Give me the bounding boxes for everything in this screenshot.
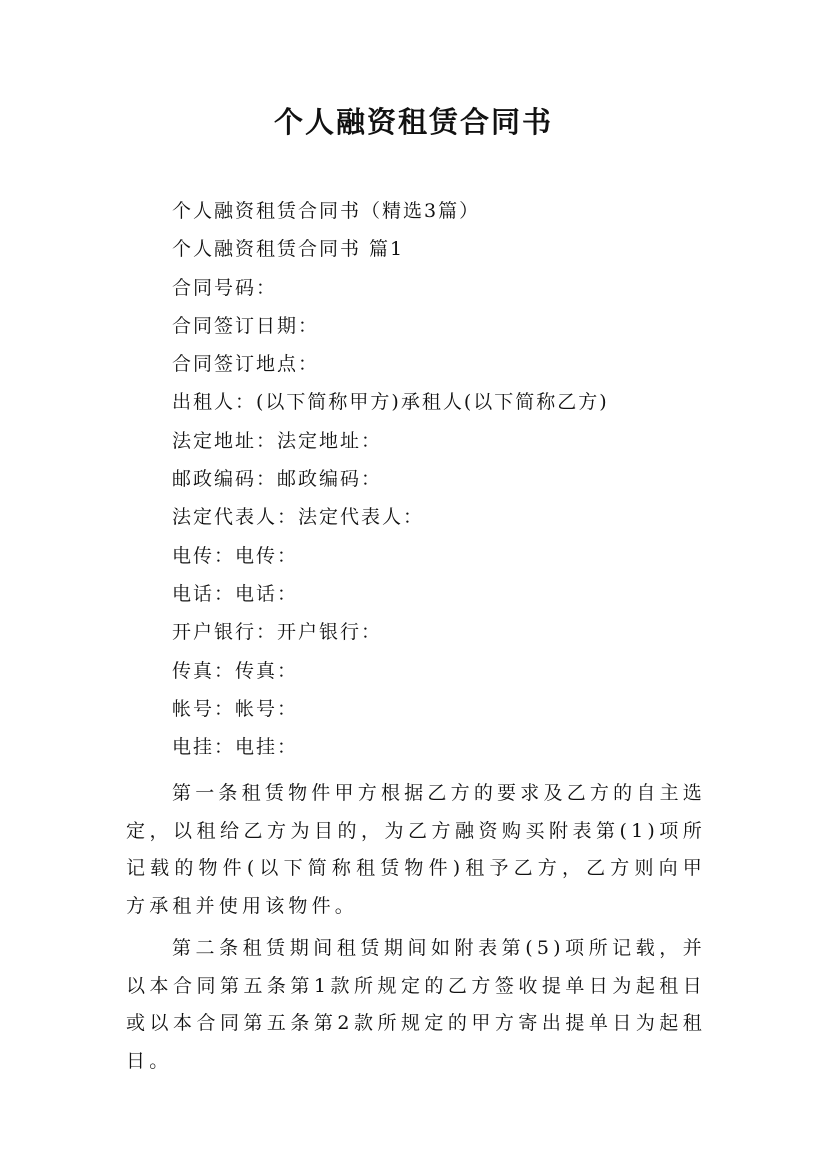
contract-number-line: 合同号码： [172, 276, 278, 299]
header-lines [172, 192, 712, 766]
sign-date-line: 合同签订日期： [172, 314, 320, 337]
fax-line: 传真：传真： [172, 659, 299, 682]
telephone-line: 电话：电话： [172, 582, 299, 605]
cable-line: 电挂：电挂： [172, 736, 299, 759]
subtitle-line: 个人融资租赁合同书（精选3篇） [172, 200, 481, 222]
legal-representative-line: 法定代表人：法定代表人： [172, 506, 425, 529]
article-two-paragraph: 第二条租赁期间租赁期间如附表第(5)项所记载，并以本合同第五条第1款所规定的乙方签收提单日为起租日或以本合同第五条第2款所规定的甲方寄出提单日为起租日。 [126, 937, 706, 1072]
postal-code-line: 邮政编码：邮政编码： [172, 468, 383, 491]
bank-line: 开户银行：开户银行： [172, 621, 383, 644]
parties-line: 出租人：(以下简称甲方)承租人(以下简称乙方) [172, 391, 609, 414]
document-title: 个人融资租赁合同书 [273, 105, 553, 139]
account-line: 帐号：帐号： [172, 697, 299, 720]
section-heading: 个人融资租赁合同书 篇1 [172, 238, 405, 261]
telex-line: 电传：电传： [172, 544, 299, 567]
sign-place-line: 合同签订地点： [172, 353, 320, 376]
legal-address-line: 法定地址：法定地址： [172, 429, 383, 452]
article-one-paragraph: 第一条租赁物件甲方根据乙方的要求及乙方的自主选定，以租给乙方为目的，为乙方融资购买附表第(1)项所记载的物件(以下简称租赁物件)租予乙方，乙方则向甲方承租并使用该物件。 [126, 782, 706, 917]
